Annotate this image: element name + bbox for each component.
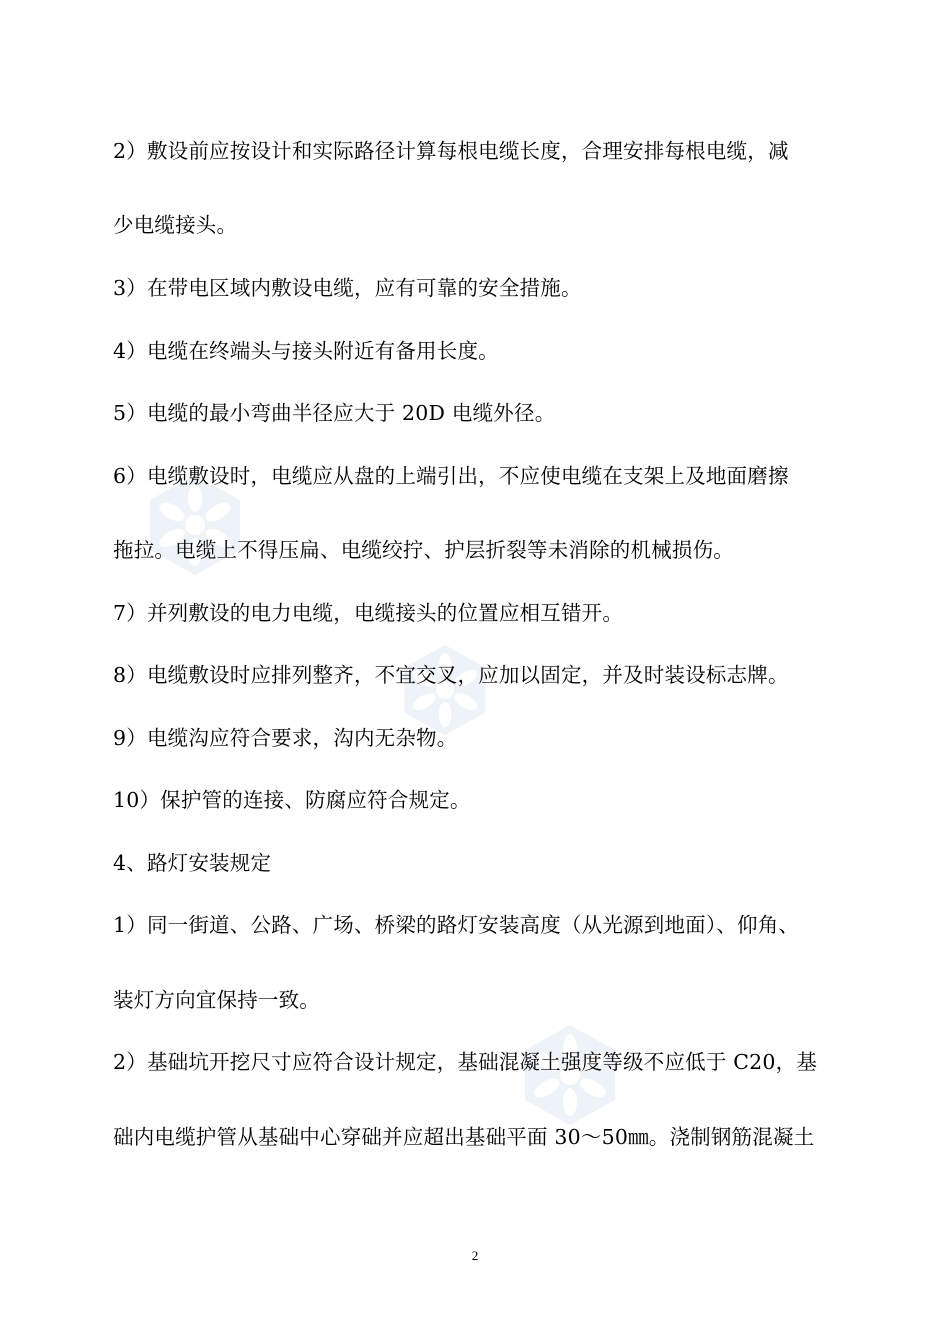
text-line-item-10: 10）保护管的连接、防腐应符合规定。 xyxy=(113,788,471,812)
text-line-item-3: 3）在带电区域内敷设电缆，应有可靠的安全措施。 xyxy=(113,276,582,300)
text-line-item-8: 8）电缆敷设时应排列整齐，不宜交叉，应加以固定，并及时装设标志牌。 xyxy=(113,663,789,687)
text-line-item-5: 5）电缆的最小弯曲半径应大于 20D 电缆外径。 xyxy=(113,401,556,425)
page-number: 2 xyxy=(471,1248,479,1263)
text-line-item-9: 9）电缆沟应符合要求，沟内无杂物。 xyxy=(113,726,458,750)
snowflake-watermark-icon xyxy=(520,1020,620,1130)
snowflake-watermark-icon xyxy=(400,640,490,740)
text-line-item-2-part-2: 少电缆接头。 xyxy=(113,213,238,237)
text-line-item-2-part-1: 2）敷设前应按设计和实际路径计算每根电缆长度，合理安排每根电缆，减 xyxy=(113,139,789,163)
text-line-item-2b-part-1: 2）基础坑开挖尺寸应符合设计规定，基础混凝土强度等级不应低于 C20，基 xyxy=(113,1050,818,1074)
text-line-item-6-part-2: 拖拉。电缆上不得压扁、电缆绞拧、护层折裂等未消除的机械损伤。 xyxy=(113,538,734,562)
text-line-item-1-part-2: 装灯方向宜保持一致。 xyxy=(113,988,320,1012)
text-line-item-1-part-1: 1）同一街道、公路、广场、桥梁的路灯安装高度（从光源到地面）、仰角、 xyxy=(113,913,800,937)
text-line-item-2b-part-2: 础内电缆护管从基础中心穿础并应超出基础平面 30～50㎜。浇制钢筋混凝土 xyxy=(113,1125,815,1149)
text-line-item-7: 7）并列敷设的电力电缆，电缆接头的位置应相互错开。 xyxy=(113,601,624,625)
section-heading: 4、路灯安装规定 xyxy=(113,851,272,875)
text-line-item-6-part-1: 6）电缆敷设时，电缆应从盘的上端引出，不应使电缆在支架上及地面磨擦 xyxy=(113,464,789,488)
text-line-item-4: 4）电缆在终端头与接头附近有备用长度。 xyxy=(113,339,499,363)
